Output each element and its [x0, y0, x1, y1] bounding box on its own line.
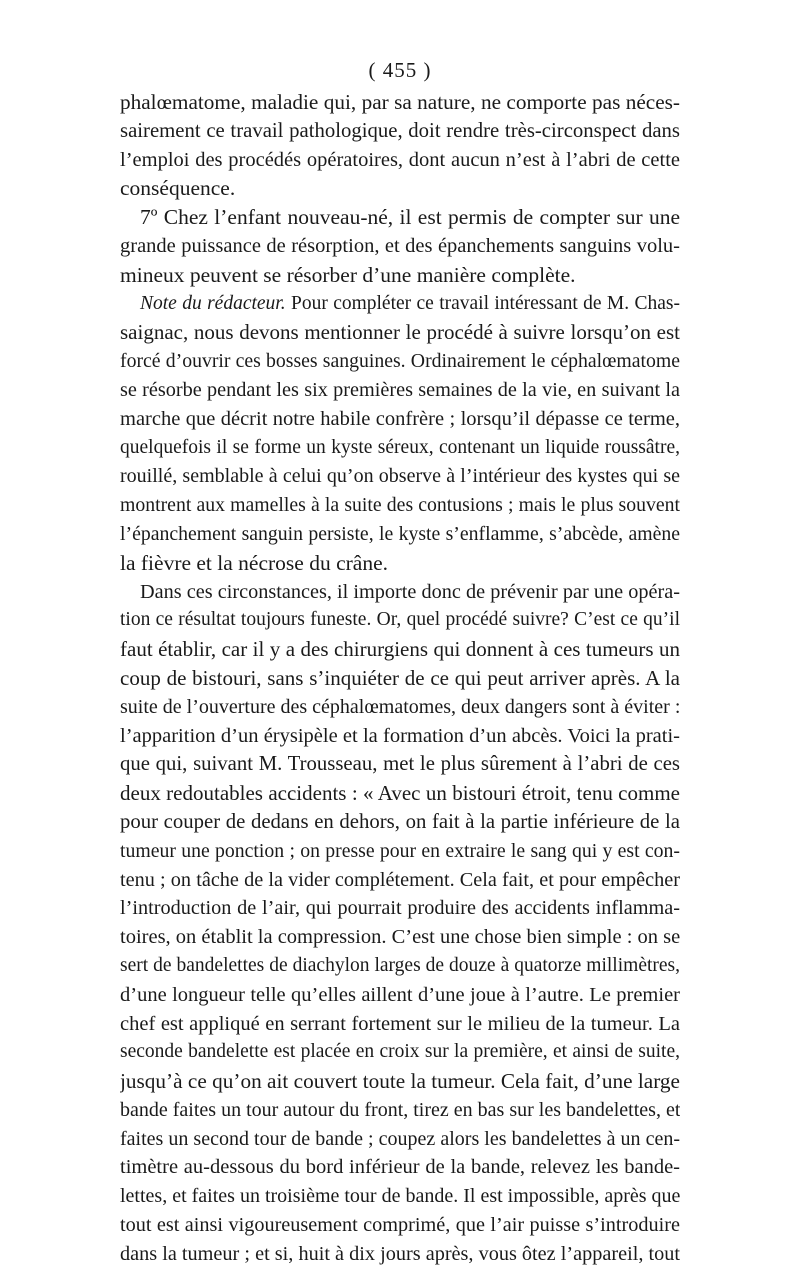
text-line [120, 981, 680, 1010]
line-text: phalœmatome, maladie qui, par sa nature, ne comporte pas néces- [120, 90, 680, 114]
text-line [120, 549, 680, 578]
text-line [120, 203, 680, 232]
line-text: la fièvre et la nécrose du crâne. [120, 550, 388, 575]
text-line [120, 1153, 680, 1182]
text-line [120, 606, 680, 635]
line-text: tumeur une ponction ; on presse pour en extraire le sang qui y est con- [120, 839, 680, 862]
text-line [120, 866, 680, 895]
text-line [120, 722, 680, 751]
line-text: deux redoutables accidents : « Avec un bistouri étroit, tenu comme [120, 781, 680, 806]
text-line [120, 952, 680, 981]
line-text: rouillé, semblable à celui qu’on observe à l’intérieur des kystes qui se [120, 465, 680, 488]
line-text: marche que décrit notre habile confrère ; lorsqu’il dépasse ce terme, [120, 407, 680, 430]
line-text: tenu ; on tâche de la vider complétement. Cela fait, et pour empêcher [120, 868, 680, 891]
line-text: l’apparition d’un érysipèle et la formation d’un abcès. Voici la prati- [120, 724, 680, 747]
line-text: coup de bistouri, sans s’inquiéter de ce qui peut arriver après. A la [120, 665, 680, 690]
text-line [120, 693, 680, 722]
line-text: grande puissance de résorption, et des épanchements sanguins volu- [120, 234, 680, 257]
line-text: jusqu’à ce qu’on ait couvert toute la tumeur. Cela fait, d’une large [120, 1069, 680, 1094]
line-text: l’épanchement sanguin persiste, le kyste s’enflamme, s’abcède, amène [120, 522, 680, 545]
italic-heading: Note du rédacteur. [140, 292, 286, 314]
text-line [120, 1096, 680, 1125]
line-text: sert de bandelettes de diachylon larges de douze à quatorze millimètres, [120, 954, 680, 976]
line-text: saignac, nous devons mentionner le procédé à suivre lorsqu’on est [120, 320, 680, 345]
text-line [120, 1010, 680, 1039]
text-line [120, 578, 680, 607]
text-line [120, 232, 680, 261]
line-text: 7º Chez l’enfant nouveau-né, il est permis de compter sur une [140, 205, 680, 230]
text-line [120, 664, 680, 693]
line-text: dans la tumeur ; et si, huit à dix jours après, vous ôtez l’appareil, tout [120, 1242, 680, 1265]
line-text: quelquefois il se forme un kyste séreux, contenant un liquide roussâtre, [120, 436, 680, 458]
line-text: tion ce résultat toujours funeste. Or, quel procédé suivre? C’est ce qu’il [120, 609, 680, 631]
line-text: bande faites un tour autour du front, tirez en bas sur les bandelettes, et [120, 1098, 680, 1121]
text-line [120, 290, 680, 319]
text-line [120, 146, 680, 175]
line-text: sairement ce travail pathologique, doit rendre très-circonspect dans [120, 119, 680, 142]
text-line [120, 520, 680, 549]
line-text: suite de l’ouverture des céphalœmatomes, deux dangers sont à éviter : [120, 695, 680, 718]
text-line [120, 1067, 680, 1096]
line-text: conséquence. [120, 176, 236, 201]
text-line [120, 318, 680, 347]
line-text: Dans ces circonstances, il importe donc de prévenir par une opéra- [140, 580, 680, 603]
line-text: pour couper de dedans en dehors, on fait à la partie inférieure de la [120, 810, 680, 833]
page-number: ( 455 ) [368, 58, 432, 82]
line-text: Pour compléter ce travail intéressant de M. Chas- [285, 292, 680, 314]
text-line [120, 779, 680, 808]
text-line [120, 462, 680, 491]
line-text: montrent aux mamelles à la suite des contusions ; mais le plus souvent [120, 494, 680, 517]
text-line [120, 1182, 680, 1211]
line-text: l’emploi des procédés opératoires, dont aucun n’est à l’abri de cette [120, 148, 680, 171]
line-text: que qui, suivant M. Trousseau, met le plus sûrement à l’abri de ces [120, 753, 680, 776]
line-text: toires, on établit la compression. C’est une chose bien simple : on se [120, 926, 680, 949]
text-line [120, 1211, 680, 1240]
text-line [120, 117, 680, 146]
text-line [120, 808, 680, 837]
text-line [120, 1038, 680, 1067]
text-line [120, 376, 680, 405]
text-line [120, 635, 680, 664]
line-text: lettes, et faites un troisième tour de bande. Il est impossible, après que [120, 1185, 680, 1208]
line-text: seconde bandelette est placée en croix sur la première, et ainsi de suite, [120, 1041, 680, 1063]
text-line [120, 1125, 680, 1154]
line-text: mineux peuvent se résorber d’une manière complète. [120, 262, 576, 287]
text-line [120, 750, 680, 779]
body-text [120, 88, 680, 1269]
text-line [120, 174, 680, 203]
line-text: se résorbe pendant les six premières semaines de la vie, en suivant la [120, 378, 680, 401]
text-line [120, 837, 680, 866]
text-line [120, 434, 680, 463]
text-line [120, 405, 680, 434]
text-line [120, 1240, 680, 1269]
text-line [120, 88, 680, 117]
line-text: l’introduction de l’air, qui pourrait produire des accidents inflamma- [120, 897, 680, 920]
text-line [120, 923, 680, 952]
text-line [120, 261, 680, 290]
line-text: chef est appliqué en serrant fortement sur le milieu de la tumeur. La [120, 1012, 680, 1035]
text-line [120, 347, 680, 376]
text-line [120, 491, 680, 520]
line-text: timètre au-dessous du bord inférieur de la bande, relevez les bande- [120, 1156, 680, 1179]
line-text: d’une longueur telle qu’elles aillent d’une joue à l’autre. Le premier [120, 983, 680, 1006]
line-text: tout est ainsi vigoureusement comprimé, que l’air puisse s’introduire [120, 1214, 680, 1237]
line-text: faut établir, car il y a des chirurgiens qui donnent à ces tumeurs un [120, 637, 680, 662]
line-text: forcé d’ouvrir ces bosses sanguines. Ordinairement le céphalœmatome [120, 350, 680, 373]
text-line [120, 894, 680, 923]
line-text: faites un second tour de bande ; coupez alors les bandelettes à un cen- [120, 1127, 680, 1150]
